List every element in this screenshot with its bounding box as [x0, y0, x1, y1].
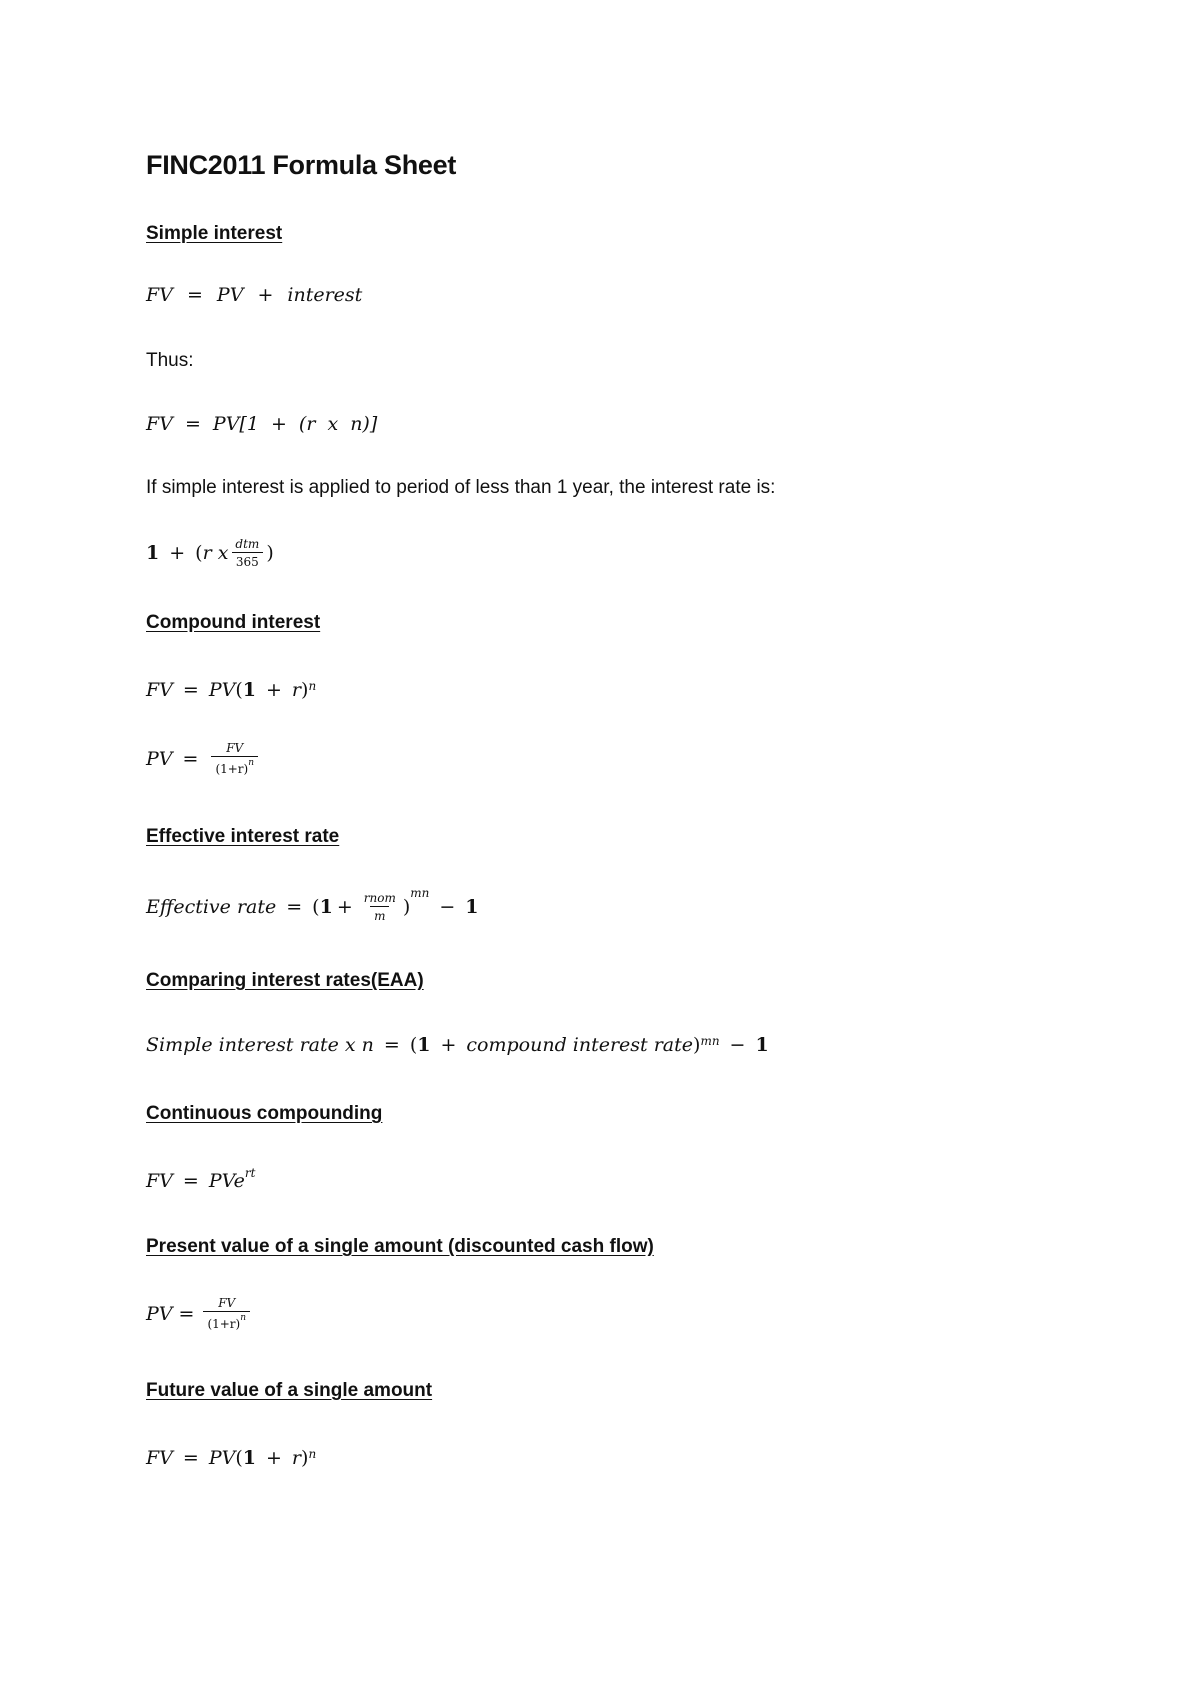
- pv-single-denominator-text: (1+r): [207, 1317, 241, 1331]
- effective-rate-heading: Effective interest rate: [146, 826, 340, 847]
- page-title: FINC2011 Formula Sheet: [146, 150, 457, 180]
- rnom-numerator: rnom: [363, 891, 396, 905]
- comparing-lhs: Simple interest rate x n: [146, 1034, 374, 1056]
- dtm-fraction: [231, 537, 263, 569]
- dtm-numerator: dtm: [235, 537, 260, 551]
- comparing-exponent: mn: [700, 1034, 720, 1048]
- fv-single-equation: FV = PV ( 1 + r ) $^n$: [146, 1447, 317, 1469]
- short-period-note: If simple interest is applied to period of less than 1 year, the interest rate is:: [146, 477, 776, 498]
- pv-single-equation: PV = $\frac{FV}{(1+r)^n}$: [146, 1296, 253, 1331]
- comparing-rhs: compound interest rate: [466, 1034, 694, 1056]
- thus-text: Thus:: [146, 350, 194, 371]
- continuous-compounding-heading: Continuous compounding: [146, 1103, 383, 1124]
- fv-single-exponent: n: [308, 1447, 317, 1461]
- fv-single-heading: Future value of a single amount: [146, 1380, 433, 1401]
- continuous-compounding-equation: FV = PVe $^{rt}$: [146, 1166, 256, 1192]
- continuous-exponent: rt: [244, 1166, 256, 1180]
- pv-single-exponent: n: [240, 1313, 247, 1323]
- simple-interest-equation-text: FV = PV + interest: [146, 284, 363, 306]
- compound-pv-numerator: FV: [226, 741, 244, 755]
- compound-fv-equation: FV = PV ( 1 + r ) $^n$: [146, 679, 317, 701]
- pv-single-heading: Present value of a single amount (discounted cash flow): [146, 1236, 654, 1257]
- simple-interest-full-equation: [146, 413, 377, 435]
- compound-pv-denominator-text: (1+r): [215, 762, 249, 776]
- comparing-rates-equation: Simple interest rate x n = ( 1 + compound interest rate ) $^{mn}$ − 1: [146, 1034, 769, 1056]
- dtm-denominator: 365: [232, 552, 263, 569]
- comparing-rates-heading: Comparing interest rates(EAA): [146, 970, 424, 991]
- effective-rate-exponent: mn: [410, 886, 430, 900]
- simple-interest-heading: Simple interest: [146, 223, 283, 244]
- pv-single-denominator: [203, 1311, 250, 1331]
- simple-interest-full-equation-text: FV = PV[1 + (r x n)]: [146, 413, 378, 435]
- compound-pv-exponent: n: [248, 758, 255, 768]
- short-period-rate-equation: 1 + ( r x $\frac{\text{dtm}}{365}$ ): [146, 537, 274, 569]
- rnom-denominator: m: [370, 906, 389, 923]
- compound-fv-exponent: n: [308, 679, 317, 693]
- compound-pv-fraction: [211, 741, 258, 776]
- compound-pv-equation: PV = $\frac{FV}{(1+r)^n}$: [146, 741, 261, 776]
- pv-single-fraction: [203, 1296, 250, 1331]
- effective-rate-equation: Effective rate = ( 1 + $\frac{\text{rnom}}{m}$ ) $^{mn}$ − 1: [146, 886, 479, 923]
- compound-pv-denominator: [211, 756, 258, 776]
- rnom-fraction: [360, 891, 400, 923]
- simple-interest-equation: [146, 284, 362, 306]
- compound-interest-heading: Compound interest: [146, 612, 321, 633]
- effective-rate-label: Effective rate: [146, 896, 277, 918]
- pv-single-numerator: FV: [218, 1296, 236, 1310]
